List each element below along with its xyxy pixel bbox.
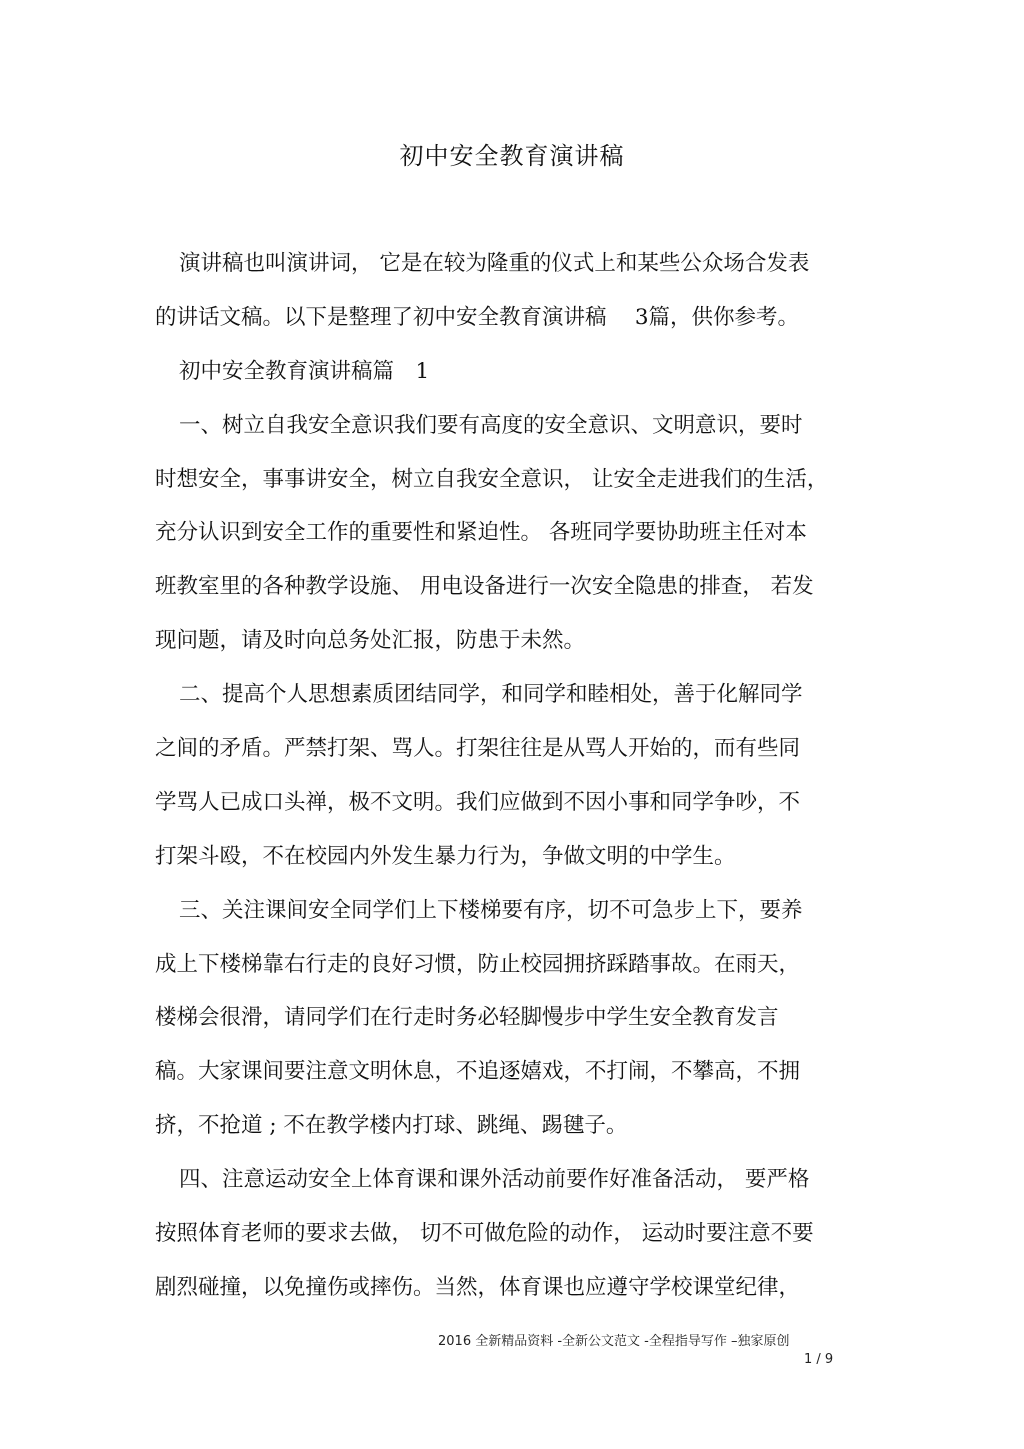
paragraph-line: 之间的矛盾。严禁打架、骂人。打架往往是从骂人开始的，而有些同	[155, 736, 801, 762]
paragraph-line: 成上下楼梯靠右行走的良好习惯，防止校园拥挤踩踏事故。在雨天，	[155, 951, 801, 977]
document-body	[155, 237, 867, 1315]
paragraph-line: 挤，不抢道 ; 不在教学楼内打球、跳绳、踢毽子。	[155, 1113, 628, 1139]
paragraph-line: 剧烈碰撞，以免撞伤或摔伤。当然，体育课也应遵守学校课堂纪律，	[155, 1274, 801, 1300]
paragraph-line: 的讲话文稿。以下是整理了初中安全教育演讲稿 3篇，供你参考。	[155, 304, 800, 330]
paragraph-line: 稿。大家课间要注意文明休息，不追逐嬉戏，不打闹，不攀高，不拥	[155, 1059, 801, 1085]
paragraph-line: 学骂人已成口头禅，极不文明。我们应做到不因小事和同学争吵，不	[155, 789, 801, 815]
paragraph-line: 时想安全，事事讲安全，树立自我安全意识， 让安全走进我们的生活，	[155, 466, 829, 492]
paragraph-line: 楼梯会很滑，请同学们在行走时务必轻脚慢步中学生安全教育发言	[155, 1005, 779, 1031]
paragraph-line: 四、注意运动安全上体育课和课外活动前要作好准备活动， 要严格	[179, 1167, 810, 1193]
paragraph-line: 演讲稿也叫演讲词， 它是在较为隆重的仪式上和某些公众场合发表	[179, 251, 810, 276]
paragraph-line: 一、树立自我安全意识我们要有高度的安全意识、文明意识，要时	[179, 412, 803, 438]
paragraph-line: 充分认识到安全工作的重要性和紧迫性。 各班同学要协助班主任对本	[155, 520, 807, 546]
paragraph-line: 打架斗殴，不在校园内外发生暴力行为，争做文明的中学生。	[155, 843, 736, 869]
page-number: 1 / 9	[804, 1352, 834, 1367]
page-footer: 2016 全新精品资料 -全新公文范文 -全程指导写作 –独家原创	[438, 1334, 790, 1349]
paragraph-line: 三、关注课间安全同学们上下楼梯要有序，切不可急步上下，要养	[179, 897, 803, 923]
paragraph-line: 班教室里的各种教学设施、 用电设备进行一次安全隐患的排查， 若发	[155, 574, 814, 600]
paragraph-line: 现问题，请及时向总务处汇报，防患于未然。	[155, 628, 586, 654]
paragraph-line: 按照体育老师的要求去做， 切不可做危险的动作， 运动时要注意不要	[155, 1221, 814, 1247]
paragraph-line: 二、提高个人思想素质团结同学，和同学和睦相处，善于化解同学	[179, 682, 803, 708]
document-title: 初中安全教育演讲稿	[399, 142, 625, 170]
section-heading: 初中安全教育演讲稿篇 1	[179, 358, 430, 384]
